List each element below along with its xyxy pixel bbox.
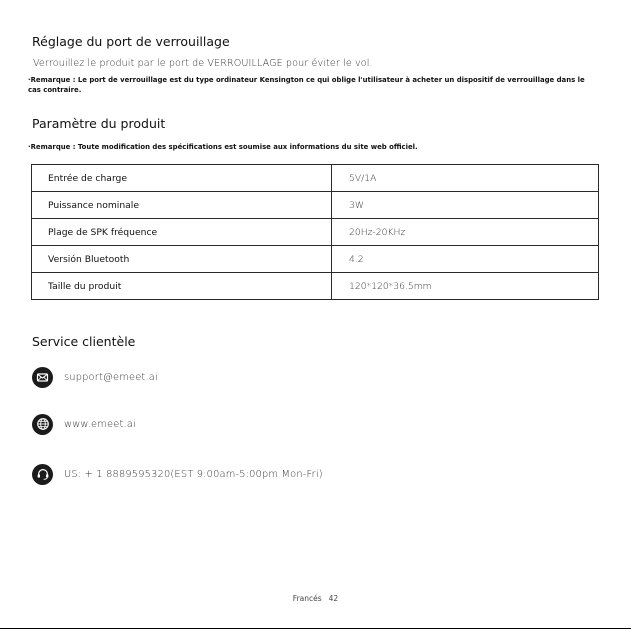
spec-value: 120*120*36.5mm: [332, 273, 599, 300]
spec-label: Plage de SPK fréquence: [32, 219, 332, 246]
website-link[interactable]: www.emeet.ai: [64, 418, 136, 430]
table-row: [32, 165, 599, 192]
table-row: [32, 273, 599, 300]
table-row: [32, 219, 599, 246]
page-footer: [0, 594, 631, 603]
email-link[interactable]: support@emeet.ai: [64, 371, 158, 383]
spec-label: Taille du produit: [32, 273, 332, 300]
product-params-title: Paramètre du produit: [32, 116, 166, 131]
lock-port-note: ·Remarque : Le port de verrouillage est du type ordinateur Kensington ce qui oblige l'utilisateur à acheter un dispositif de verrouillage dans le cas contraire.: [28, 76, 585, 94]
customer-service-title: Service clientèle: [32, 334, 136, 349]
contact-website: [32, 413, 136, 435]
headset-icon: [32, 464, 53, 485]
spec-value: 5V/1A: [332, 165, 599, 192]
envelope-icon: [32, 367, 53, 388]
contact-email: [32, 366, 158, 388]
spec-table: [31, 164, 599, 300]
spec-label: Versión Bluetooth: [32, 246, 332, 273]
footer-language: Francés: [292, 594, 322, 603]
contact-phone: [32, 463, 323, 485]
spec-value: 3W: [332, 192, 599, 219]
lock-port-text: Verrouillez le produit par le port de VERROUILLAGE pour éviter le vol.: [33, 58, 373, 69]
spec-label: Puissance nominale: [32, 192, 332, 219]
table-row: [32, 246, 599, 273]
spec-label: Entrée de charge: [32, 165, 332, 192]
bottom-divider: [0, 628, 631, 629]
spec-value: 4.2: [332, 246, 599, 273]
lock-port-title: Réglage du port de verrouillage: [32, 34, 230, 49]
table-row: [32, 192, 599, 219]
spec-value: 20Hz-20KHz: [332, 219, 599, 246]
page-number: 42: [328, 594, 339, 603]
globe-icon: [32, 414, 53, 435]
product-params-note: ·Remarque : Toute modification des spécifications est soumise aux informations du site web officiel.: [28, 143, 418, 151]
phone-number: US: + 1 8889595320(EST 9:00am-5:00pm Mon-Fri): [64, 468, 323, 480]
